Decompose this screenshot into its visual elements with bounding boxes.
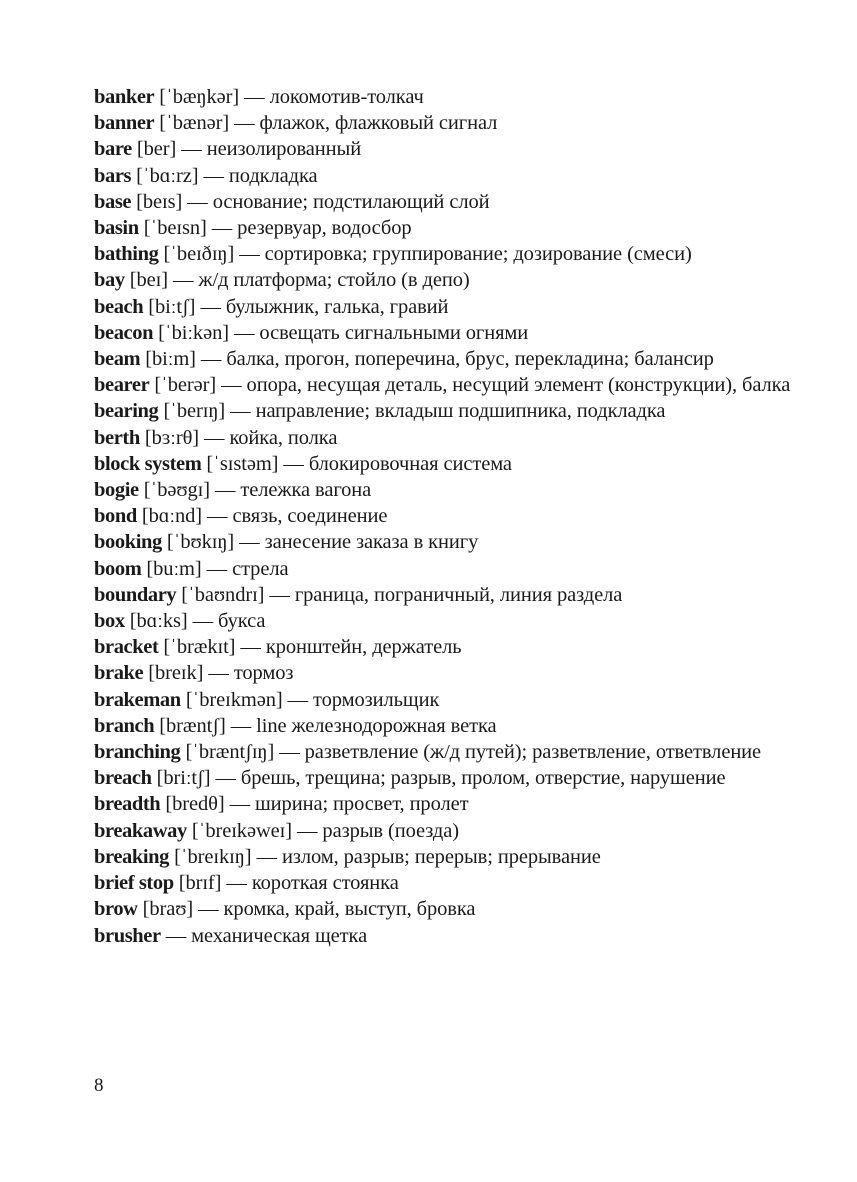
entry-definition: [bræntʃ] — line железнодорожная ветка <box>159 714 497 737</box>
entry-brow <box>94 896 794 922</box>
entry-banner <box>94 110 794 136</box>
entry-bond <box>94 503 794 529</box>
entry-definition: [ˈberər] — опора, несущая деталь, несущий элемент (конструкции), балка <box>154 374 791 397</box>
entry-bearing <box>94 398 794 424</box>
entry-term: boom <box>94 557 142 580</box>
entry-term: breadth <box>94 793 161 816</box>
entry-term: bearing <box>94 400 159 423</box>
entry-term: brakeman <box>94 688 181 711</box>
entry-block-system <box>94 451 794 477</box>
entry-term: berth <box>94 426 140 449</box>
entry-definition: [ˈbreɪkmən] — тормозильщик <box>185 688 440 711</box>
entry-bars <box>94 163 794 189</box>
entry-definition: [beɪs] — основание; подстилающий слой <box>136 190 490 213</box>
entry-bay <box>94 267 794 293</box>
entry-term: bay <box>94 269 125 292</box>
entry-term: brief stop <box>94 872 174 895</box>
entry-term: branching <box>94 741 181 764</box>
entry-definition: [bɑːks] — букса <box>129 610 266 633</box>
entry-term: base <box>94 190 132 213</box>
entry-term: bars <box>94 164 132 187</box>
entry-basin <box>94 215 794 241</box>
entry-beam <box>94 346 794 372</box>
entry-bare <box>94 136 794 162</box>
entry-definition: [briːtʃ] — брешь, трещина; разрыв, пролом, отверстие, нарушение <box>156 767 726 790</box>
entry-term: basin <box>94 217 139 240</box>
entry-definition: [ˈbəʊgɪ] — тележка вагона <box>143 479 372 502</box>
entry-term: booking <box>94 531 162 554</box>
entry-boom <box>94 556 794 582</box>
entry-term: block system <box>94 452 202 475</box>
entry-term: brake <box>94 662 144 685</box>
entry-definition: [breɪk] — тормоз <box>148 662 294 685</box>
entry-term: breach <box>94 767 152 790</box>
entry-term: bracket <box>94 636 159 659</box>
entry-term: bearer <box>94 374 150 397</box>
entry-definition: [ˈsɪstəm] — блокировочная система <box>206 452 512 475</box>
entry-definition: [ˈbræntʃɪŋ] — разветвление (ж/д путей); разветвление, ответвление <box>185 741 762 764</box>
entry-definition: [ˈbaʊndrɪ] — граница, пограничный, линия раздела <box>181 583 623 606</box>
entry-booking <box>94 529 794 555</box>
entry-definition: — механическая щетка <box>165 924 368 947</box>
page-number: 8 <box>94 1075 104 1096</box>
entry-bearer <box>94 372 794 398</box>
entry-term: breakaway <box>94 819 187 842</box>
entry-brake <box>94 660 794 686</box>
entry-definition: [ˈbænər] — флажок, флажковый сигнал <box>159 112 498 135</box>
entry-definition: [beɪ] — ж/д платформа; стойло (в депо) <box>129 269 470 292</box>
entry-term: bogie <box>94 479 139 502</box>
entry-term: box <box>94 610 125 633</box>
entry-definition: [ˈbeɪsn] — резервуар, водосбор <box>143 217 412 240</box>
entry-term: banker <box>94 86 155 108</box>
entry-term: boundary <box>94 583 177 606</box>
entry-term: bond <box>94 505 137 528</box>
entry-term: bathing <box>94 243 159 266</box>
entry-breaking <box>94 844 794 870</box>
entry-definition: [ˈbrækɪt] — кронштейн, держатель <box>163 636 462 659</box>
entry-term: beach <box>94 295 144 318</box>
entry-term: brow <box>94 898 138 921</box>
entry-box <box>94 608 794 634</box>
entry-base <box>94 189 794 215</box>
entry-term: banner <box>94 112 155 135</box>
entry-definition: [ˈbreɪkəweɪ] — разрыв (поезда) <box>191 819 459 842</box>
entry-definition: [ˈberɪŋ] — направление; вкладыш подшипника, подкладка <box>163 400 666 423</box>
entry-definition: [bredθ] — ширина; просвет, пролет <box>165 793 469 816</box>
entry-definition: [ˈbɑːrz] — подкладка <box>136 164 318 187</box>
entry-definition: [ber] — неизолированный <box>136 138 362 161</box>
entry-berth <box>94 425 794 451</box>
entry-definition: [ˈbeɪðɪŋ] — сортировка; группирование; дозирование (смеси) <box>163 243 692 266</box>
entry-definition: [ˈbʊkɪŋ] — занесение заказа в книгу <box>166 531 479 554</box>
entry-definition: [bɑːnd] — связь, соединение <box>141 505 388 528</box>
entry-beach <box>94 294 794 320</box>
entry-branch <box>94 713 794 739</box>
entry-bathing <box>94 241 794 267</box>
entry-term: beam <box>94 348 141 371</box>
entry-breach <box>94 765 794 791</box>
entry-definition: [ˈbæŋkər] — локомотив-толкач <box>159 86 424 108</box>
entry-term: beacon <box>94 321 154 344</box>
entry-definition: [braʊ] — кромка, край, выступ, бровка <box>142 898 476 921</box>
entry-definition: [ˈbreɪkɪŋ] — излом, разрыв; перерыв; прерывание <box>174 845 601 868</box>
entry-term: bare <box>94 138 132 161</box>
entry-term: breaking <box>94 845 170 868</box>
entry-term: branch <box>94 714 155 737</box>
dictionary-entries <box>94 84 794 949</box>
entry-definition: [bɜːrθ] — койка, полка <box>144 426 338 449</box>
entry-brusher <box>94 923 794 949</box>
entry-definition: [ˈbiːkən] — освещать сигнальными огнями <box>158 321 529 344</box>
entry-definition: [biːm] — балка, прогон, поперечина, брус, перекладина; балансир <box>145 348 714 371</box>
entry-breadth <box>94 791 794 817</box>
entry-brakeman <box>94 687 794 713</box>
entry-banker <box>94 84 794 110</box>
entry-bracket <box>94 634 794 660</box>
entry-brief-stop <box>94 870 794 896</box>
entry-branching <box>94 739 794 765</box>
entry-definition: [biːtʃ] — булыжник, галька, гравий <box>148 295 449 318</box>
entry-breakaway <box>94 818 794 844</box>
entry-definition: [buːm] — стрела <box>146 557 289 580</box>
entry-beacon <box>94 320 794 346</box>
entry-boundary <box>94 582 794 608</box>
entry-term: brusher <box>94 924 161 947</box>
entry-bogie <box>94 477 794 503</box>
entry-definition: [brɪf] — короткая стоянка <box>178 872 399 895</box>
